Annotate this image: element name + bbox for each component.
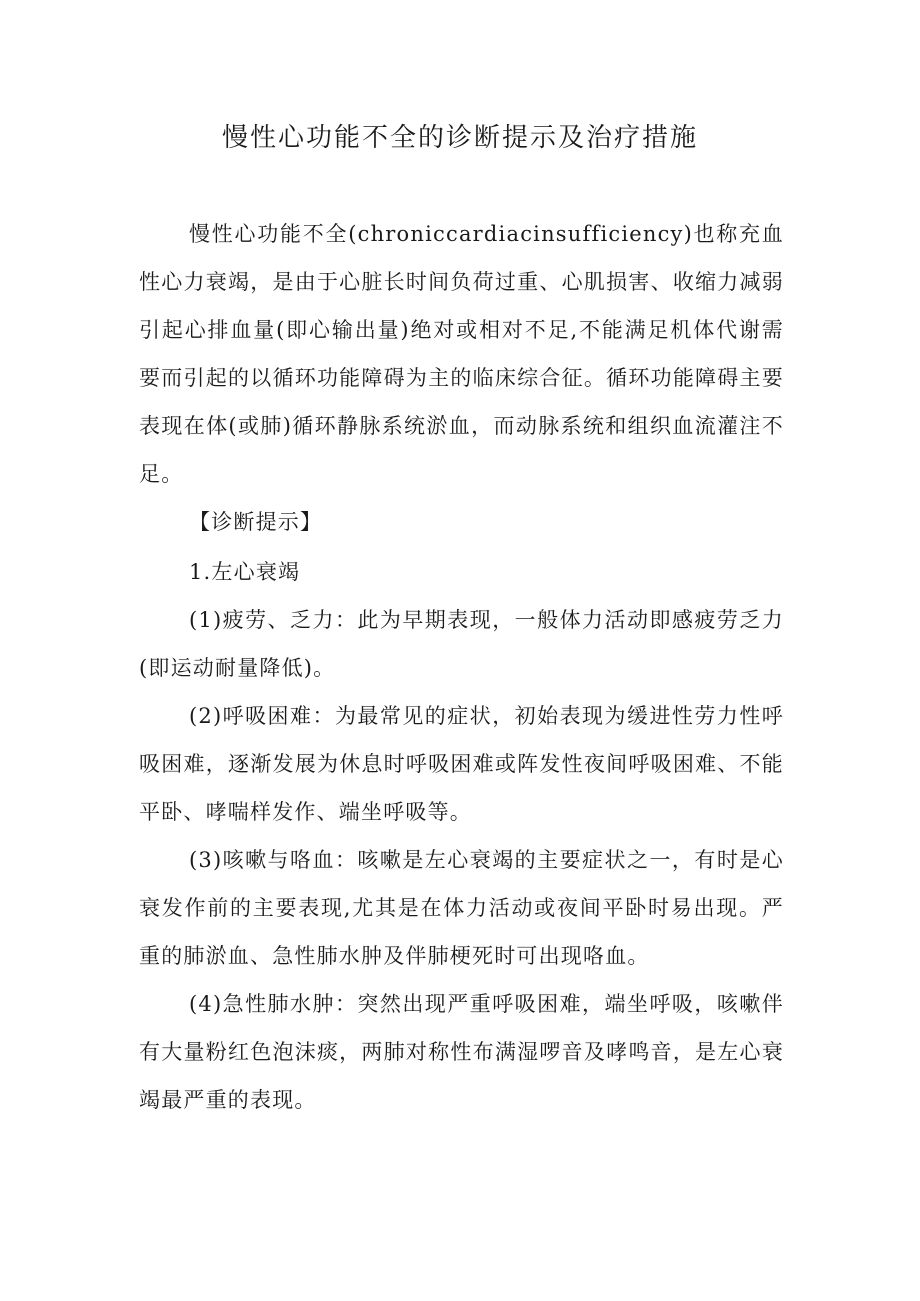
subsection-heading-block (139, 548, 784, 596)
item-4-block (139, 980, 784, 1124)
subsection-heading: 1.左心衰竭 (189, 560, 301, 584)
list-item: (2)呼吸困难：为最常见的症状，初始表现为缓进性劳力性呼吸困难，逐渐发展为休息时呼吸困难或阵发性夜间呼吸困难、不能平卧、哮喘样发作、端坐呼吸等。 (139, 704, 784, 824)
intro-paragraph: 慢性心功能不全(chroniccardiacinsufficiency)也称充血性心力衰竭，是由于心脏长时间负荷过重、心肌损害、收缩力减弱引起心排血量(即心输出量)绝对或相对不足,不能满足机体代谢需要而引起的以循环功能障碍为主的临床综合征。循环功能障碍主要表现在体(或肺)循环静脉系统淤血，而动脉系统和组织血流灌注不足。 (139, 222, 784, 486)
section-heading: 【诊断提示】 (189, 510, 323, 534)
section-heading-block (139, 498, 784, 546)
item-1-block (139, 596, 784, 692)
item-2-block (139, 692, 784, 836)
list-item: (4)急性肺水肿：突然出现严重呼吸困难，端坐呼吸，咳嗽伴有大量粉红色泡沫痰，两肺对称性布满湿啰音及哮鸣音，是左心衰竭最严重的表现。 (139, 992, 784, 1112)
list-item: (1)疲劳、乏力：此为早期表现，一般体力活动即感疲劳乏力(即运动耐量降低)。 (139, 608, 784, 680)
document-title: 慢性心功能不全的诊断提示及治疗措施 (221, 123, 698, 153)
intro-paragraph-block (139, 210, 784, 498)
list-item: (3)咳嗽与咯血：咳嗽是左心衰竭的主要症状之一，有时是心衰发作前的主要表现,尤其是在体力活动或夜间平卧时易出现。严重的肺淤血、急性肺水肿及伴肺梗死时可出现咯血。 (139, 848, 784, 968)
item-3-block (139, 836, 784, 980)
